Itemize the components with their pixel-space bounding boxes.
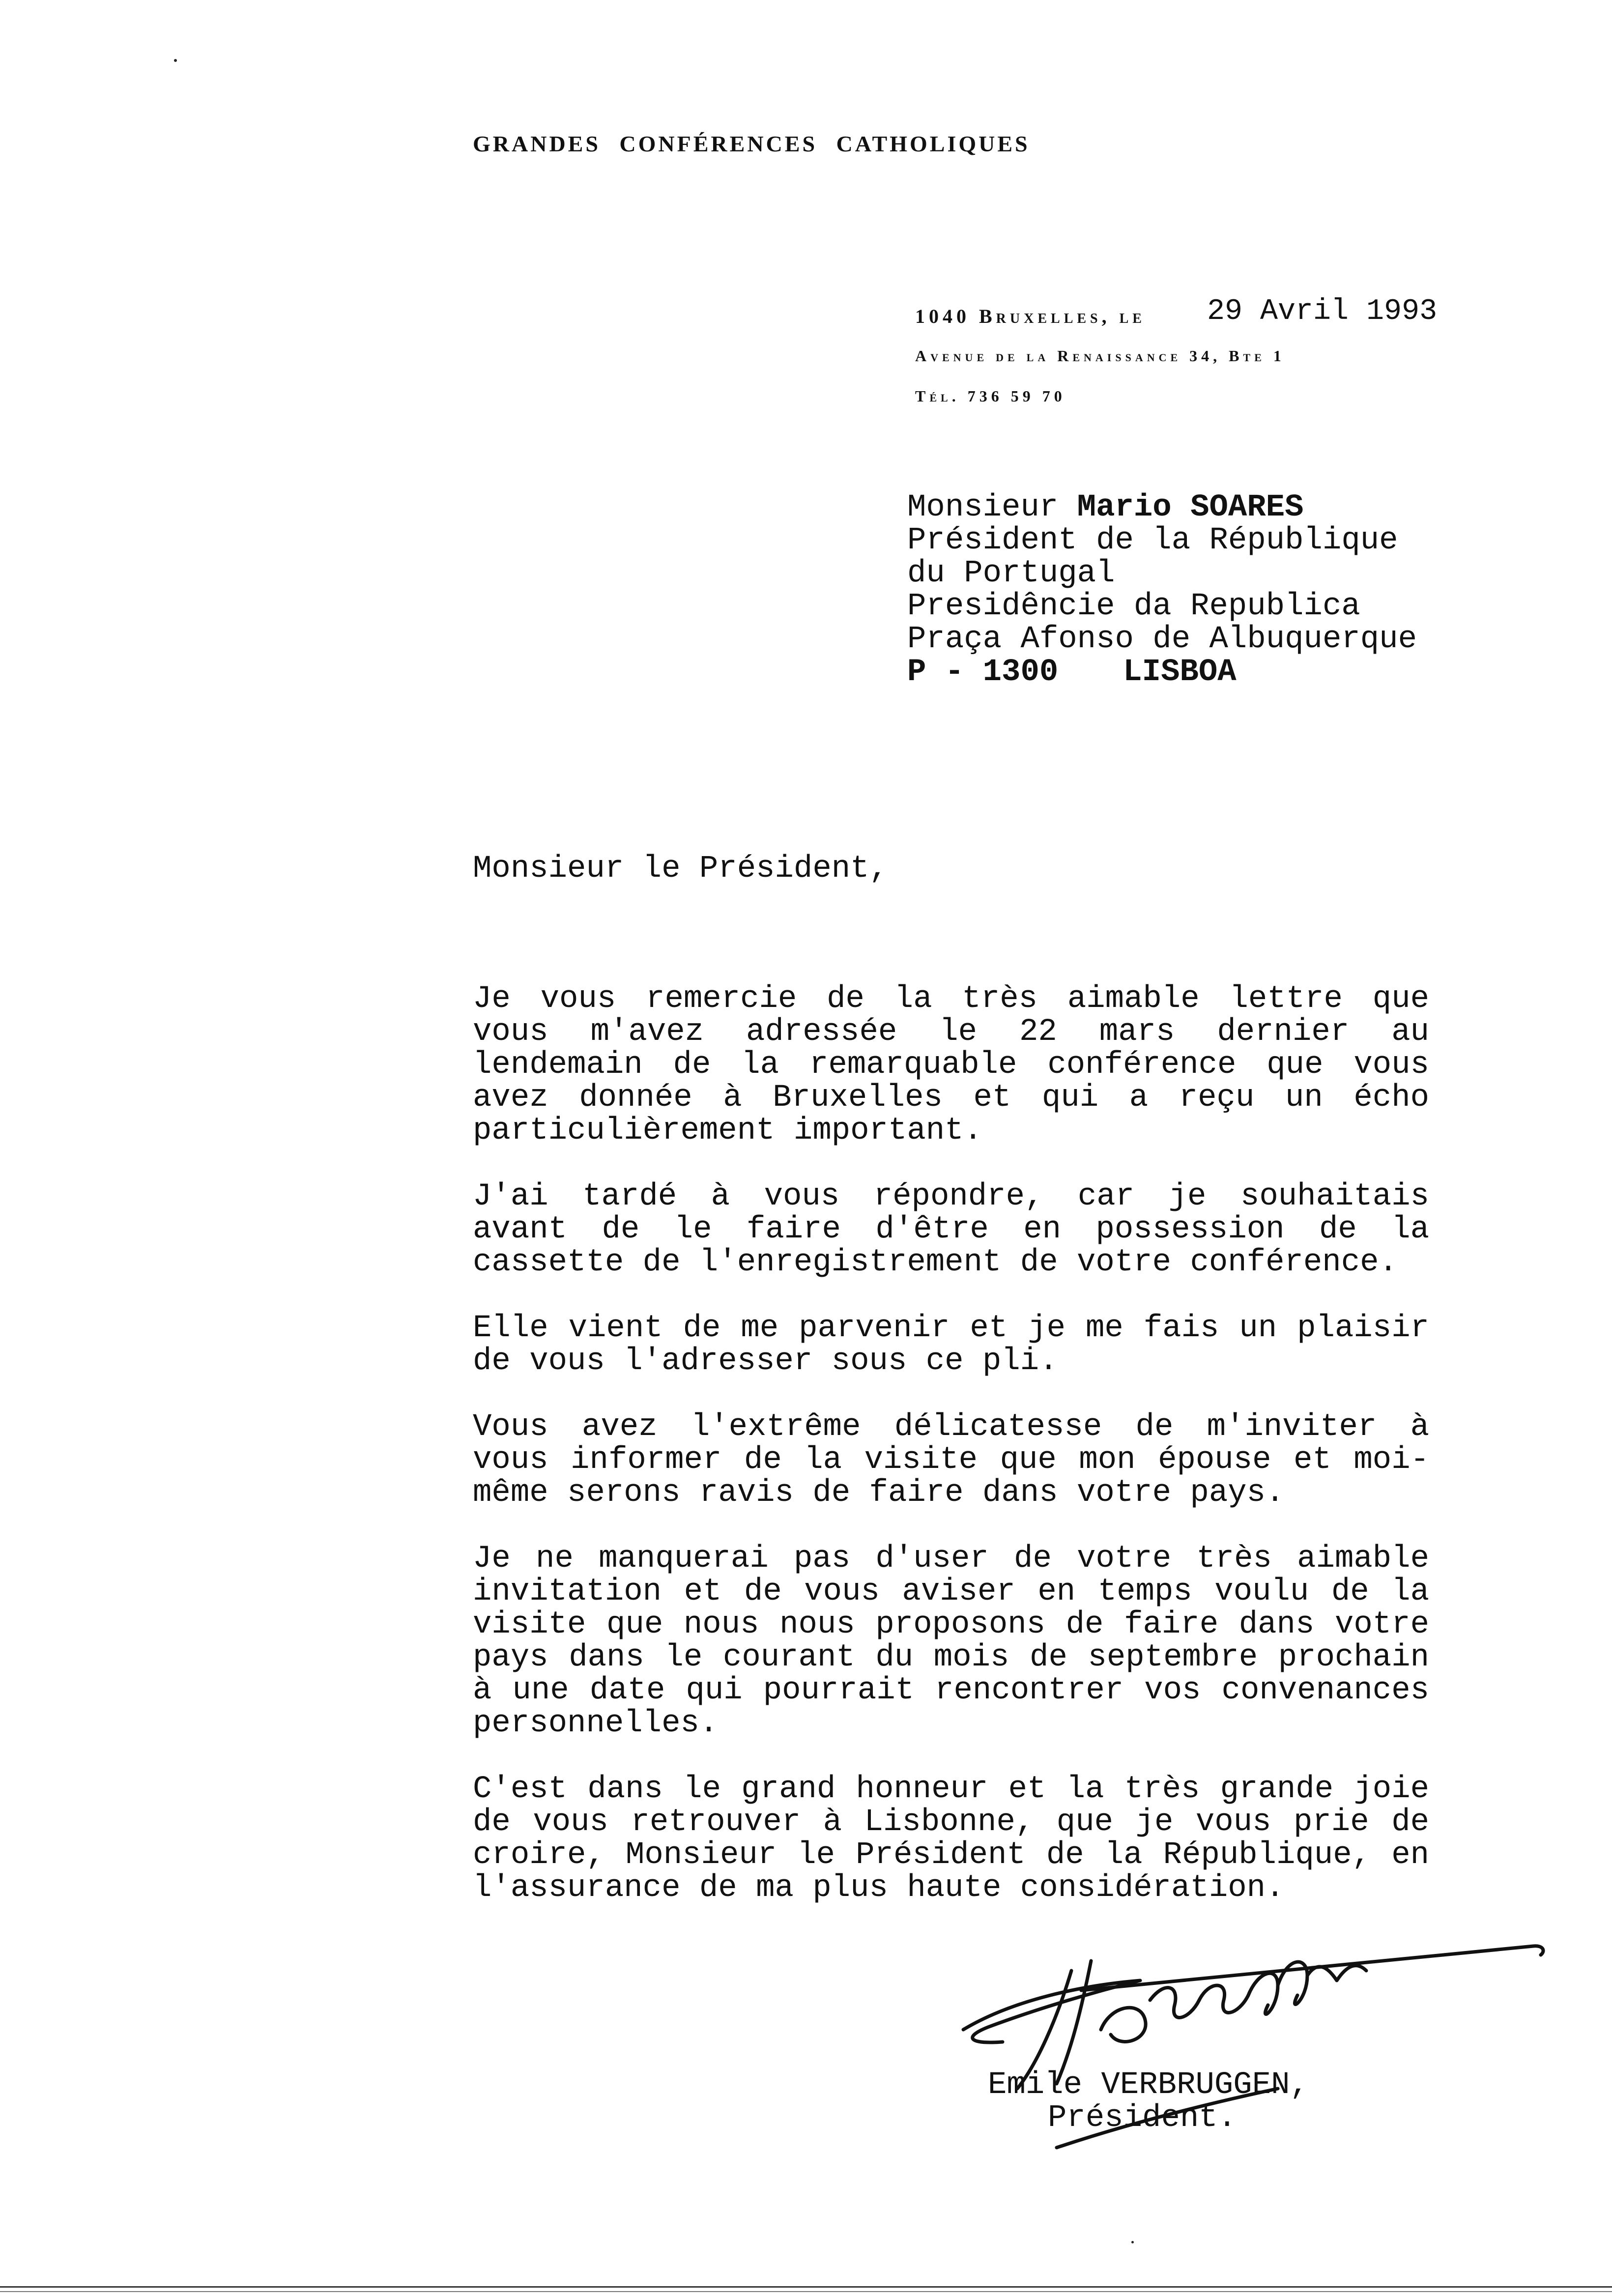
letterhead-telephone: Tél. 736 59 70 bbox=[915, 387, 1066, 405]
scan-edge-line bbox=[0, 2286, 1612, 2288]
signatory-name: Emile VERBRUGGEN, bbox=[988, 2067, 1309, 2103]
recipient-line-1: Président de la République bbox=[907, 523, 1398, 558]
recipient-name-line bbox=[907, 491, 1417, 524]
signatory-title: Président. bbox=[1048, 2100, 1237, 2136]
recipient-block bbox=[907, 491, 1417, 689]
body-paragraph-3: Elle vient de me parvenir et je me fais un plaisir de vous l'adresser sous ce pli. bbox=[473, 1311, 1429, 1379]
body-paragraph-1: Je vous remercie de la très aimable lettre que vous m'avez adressée le 22 mars dernier au lendemain de la remarquable conférence que vous avez donnée à Bruxelles et qui a reçu un écho particulièrement important. bbox=[473, 981, 1429, 1148]
letterhead-place: 1040 Bruxelles, le bbox=[915, 305, 1146, 327]
signature-block bbox=[988, 2069, 1309, 2135]
body-paragraph-4: Vous avez l'extrême délicatesse de m'inviter à vous informer de la visite que mon épouse et moi-même serons ravis de faire dans votre pays. bbox=[473, 1409, 1429, 1511]
scan-speck bbox=[174, 59, 177, 62]
recipient-salutation: Monsieur bbox=[907, 490, 1059, 525]
letterhead-organization: GRANDES CONFÉRENCES CATHOLIQUES bbox=[473, 131, 1030, 156]
recipient-city-line bbox=[907, 656, 1417, 689]
letter-date: 29 Avril 1993 bbox=[1207, 295, 1438, 328]
letter-body bbox=[473, 983, 1429, 1938]
handwritten-signature bbox=[934, 1926, 1563, 2172]
recipient-postal-code: P - 1300 bbox=[907, 655, 1059, 690]
recipient-line-2: du Portugal bbox=[907, 556, 1115, 591]
recipient-line-3: Presidêncie da Republica bbox=[907, 589, 1360, 624]
scan-speck bbox=[1131, 2241, 1134, 2243]
recipient-name: Mario SOARES bbox=[1077, 490, 1304, 525]
greeting: Monsieur le Président, bbox=[473, 851, 888, 887]
body-paragraph-5: Je ne manquerai pas d'user de votre très aimable invitation et de vous aviser en temps voulu de la visite que nous nous proposons de faire dans votre pays dans le courant du mois de septembre prochain à une date qui pourrait rencontrer vos convenances personnelles. bbox=[473, 1541, 1429, 1741]
body-paragraph-2: J'ai tardé à vous répondre, car je souhaitais avant de le faire d'être en possession de la cassette de l'enregistrement de votre conférence. bbox=[473, 1179, 1429, 1280]
recipient-city: LISBOA bbox=[1123, 655, 1237, 690]
recipient-line-4: Praça Afonso de Albuquerque bbox=[907, 622, 1417, 657]
body-paragraph-6: C'est dans le grand honneur et la très grande joie de vous retrouver à Lisbonne, que je vous prie de croire, Monsieur le Président de la République, en l'assurance de ma plus haute considération. bbox=[473, 1772, 1429, 1906]
scan-edge-line bbox=[0, 2291, 1612, 2292]
letterhead-address: Avenue de la Renaissance 34, Bte 1 bbox=[915, 347, 1285, 365]
